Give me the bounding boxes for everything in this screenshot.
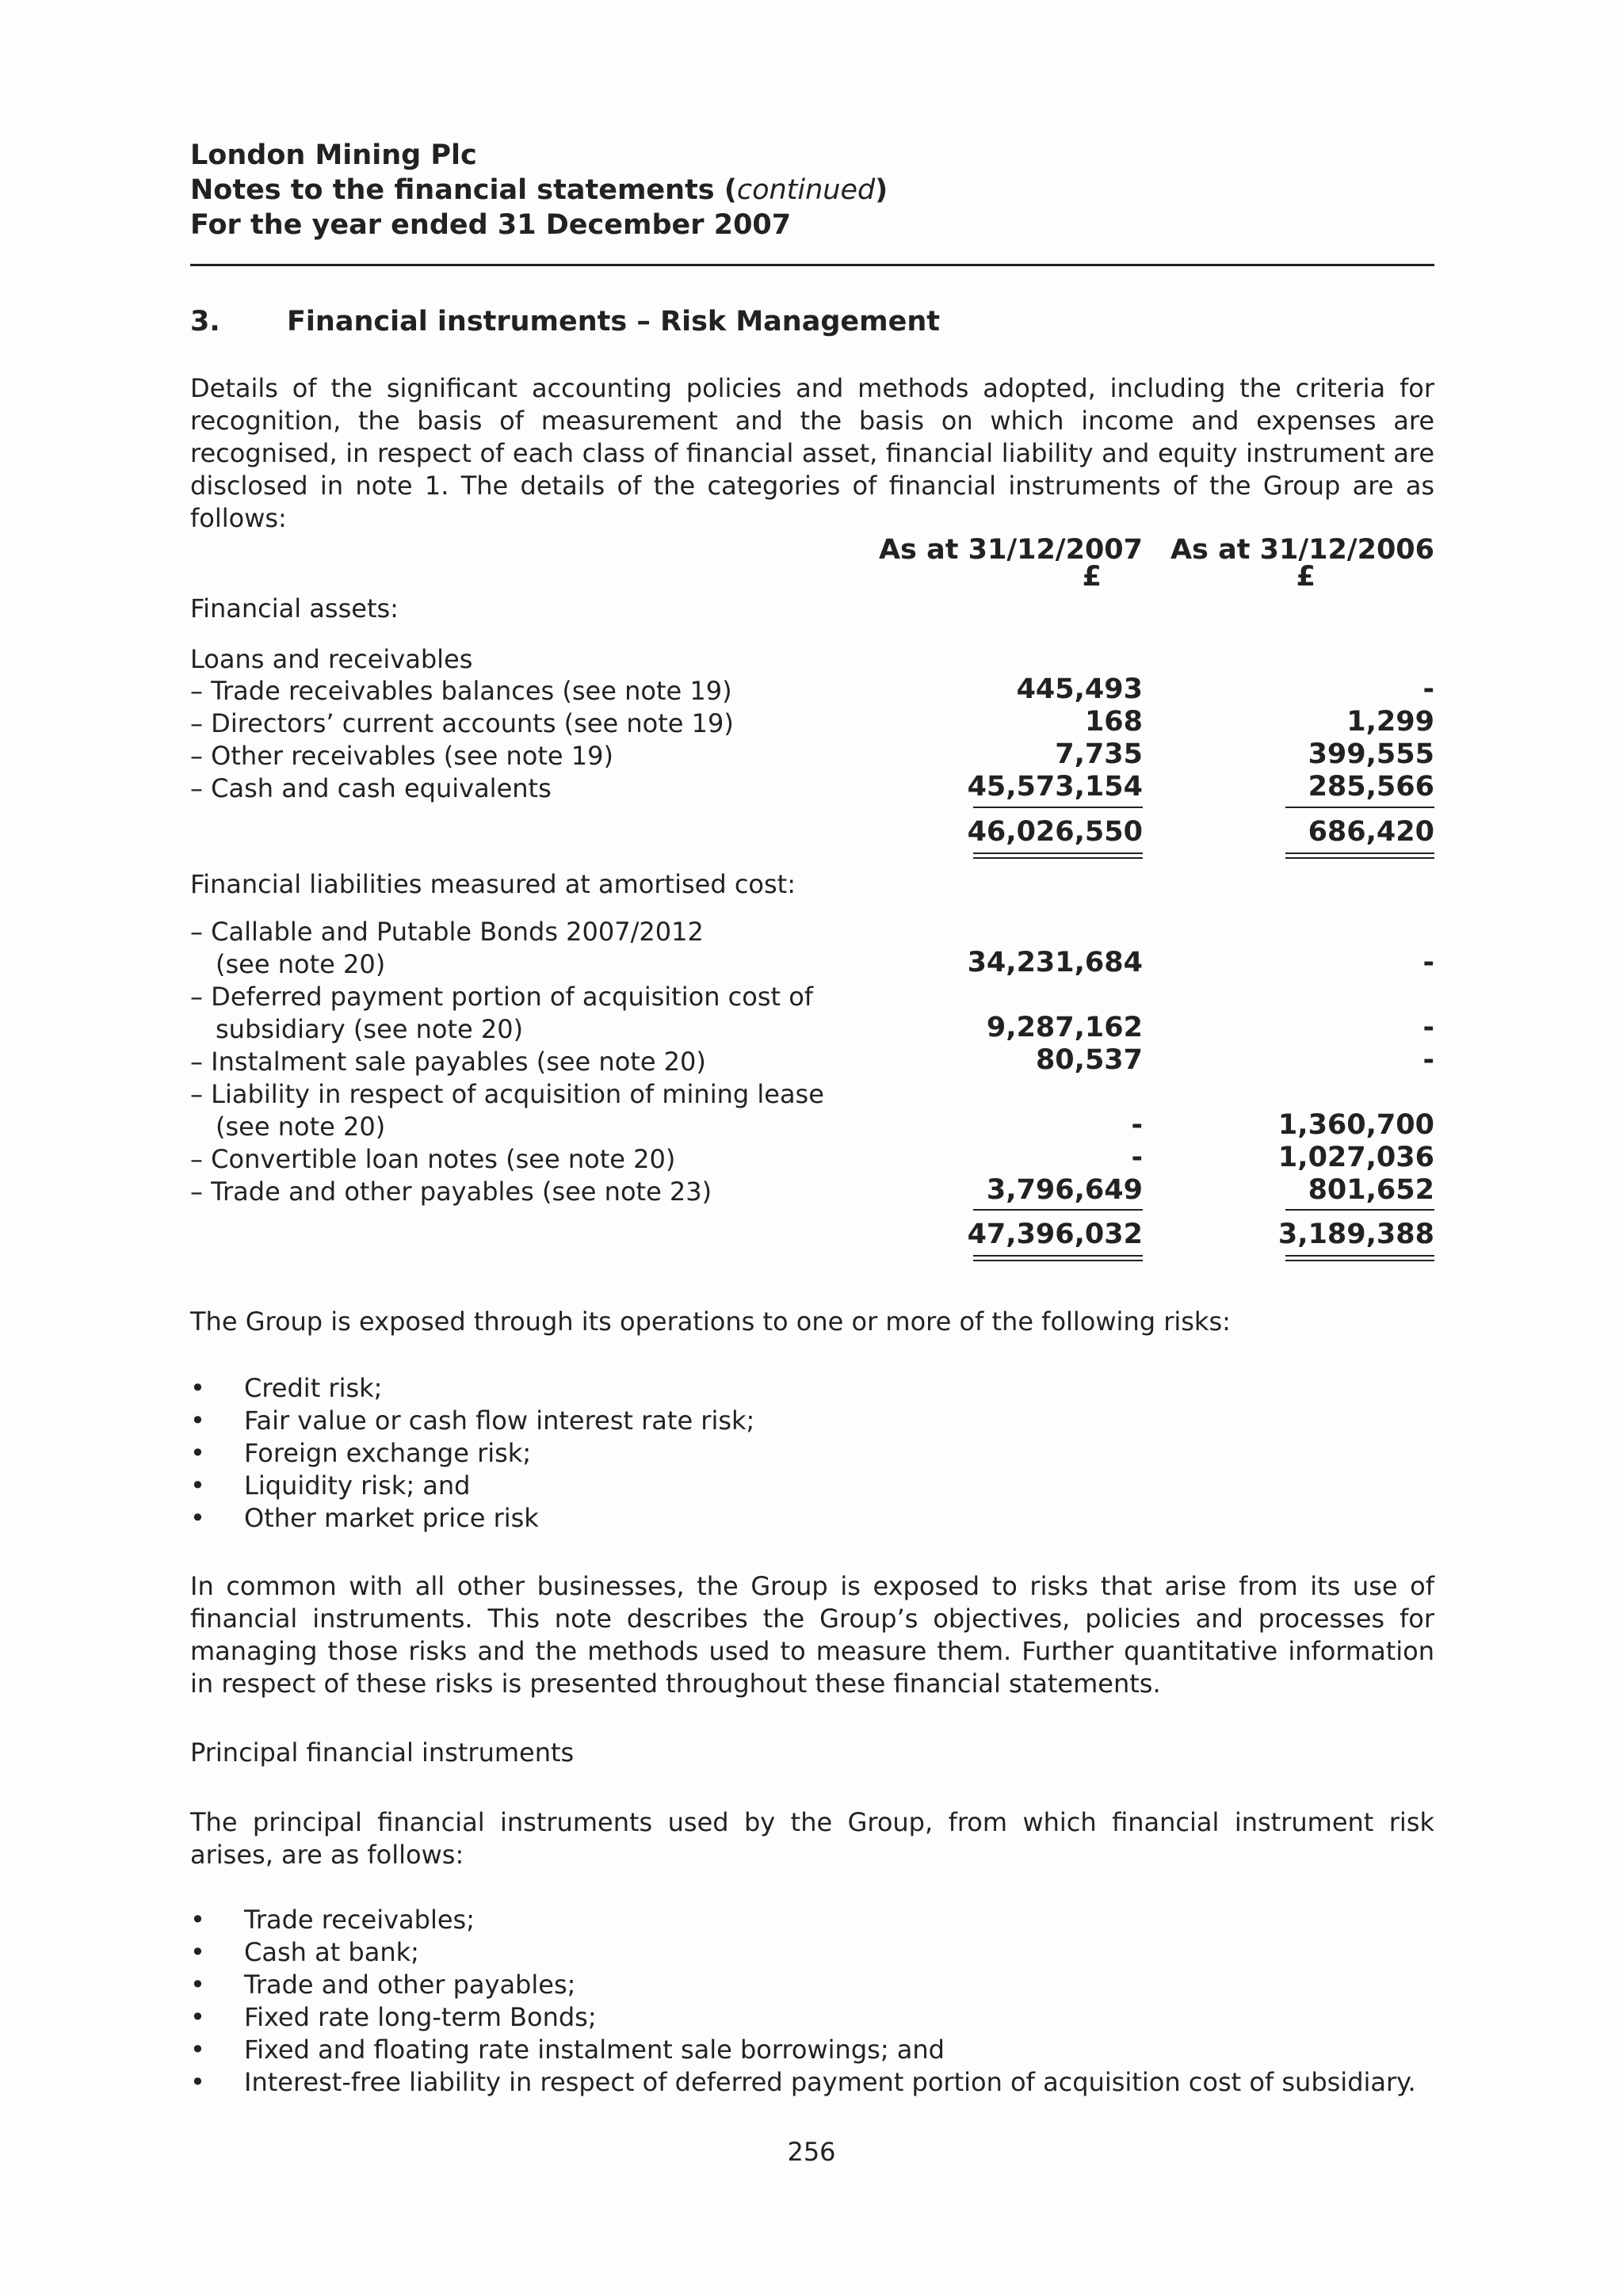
asset-value-2007: 168 [1084, 706, 1143, 738]
liability-row-label-cont: (see note 20) [216, 1112, 386, 1142]
bullet: • [190, 1937, 205, 1967]
financial-assets-heading: Financial assets: [190, 593, 399, 624]
bullet: • [190, 1503, 205, 1533]
total-double-underline [1285, 857, 1434, 859]
asset-row-label: – Other receivables (see note 19) [190, 741, 613, 771]
liability-row-label: – Liability in respect of acquisition of mining lease [190, 1079, 824, 1109]
liability-value-2006: 1,360,700 [1277, 1109, 1434, 1141]
principal-instruments-paragraph: The principal financial instruments used by the Group, from which financial instrument risk arises, are as follows: [190, 1807, 1434, 1870]
instrument-item: Interest-free liability in respect of deferred payment portion of acquisition cost of subsidiary. [244, 2067, 1416, 2097]
company-name: London Mining Plc [190, 139, 477, 171]
column-header-2007: As at 31/12/2007 [878, 534, 1143, 566]
bullet: • [190, 1470, 205, 1501]
liability-row-label: – Instalment sale payables (see note 20) [190, 1047, 706, 1077]
subtotal-underline [1285, 1209, 1434, 1211]
liability-row-label: – Callable and Putable Bonds 2007/2012 [190, 917, 704, 947]
liability-value-2007: 34,231,684 [967, 947, 1143, 978]
asset-row-label: – Trade receivables balances (see note 19) [190, 676, 732, 706]
instrument-item: Cash at bank; [244, 1937, 419, 1967]
liability-row-label: – Convertible loan notes (see note 20) [190, 1144, 676, 1174]
bullet: • [190, 1905, 205, 1935]
asset-value-2006: 285,566 [1308, 771, 1434, 803]
total-double-underline [973, 857, 1143, 859]
instrument-item: Trade receivables; [244, 1905, 475, 1935]
liability-value-2007: - [1131, 1109, 1143, 1141]
total-double-underline [973, 1255, 1143, 1257]
risk-item: Liquidity risk; and [244, 1470, 471, 1501]
asset-row-label: – Directors’ current accounts (see note 19) [190, 708, 734, 738]
bullet: • [190, 2035, 205, 2065]
asset-value-2006: 1,299 [1346, 706, 1434, 738]
liability-value-2006: - [1423, 1012, 1434, 1043]
instrument-item: Fixed rate long-term Bonds; [244, 2002, 597, 2032]
liability-row-label: – Deferred payment portion of acquisition cost of [190, 982, 814, 1012]
subtotal-underline [973, 807, 1143, 808]
bullet: • [190, 1970, 205, 2000]
liabilities-total-2007: 47,396,032 [967, 1219, 1143, 1250]
liability-value-2007: 80,537 [1035, 1044, 1143, 1076]
liability-row-label-cont: (see note 20) [216, 949, 386, 979]
loans-receivables-subheading: Loans and receivables [190, 644, 473, 674]
total-double-underline [1285, 852, 1434, 854]
financial-liabilities-heading: Financial liabilities measured at amortised cost: [190, 869, 796, 899]
notes-title-close: ) [875, 174, 888, 206]
total-double-underline [973, 1260, 1143, 1261]
header-rule [190, 264, 1434, 266]
risk-item: Other market price risk [244, 1503, 539, 1533]
risk-item: Credit risk; [244, 1373, 383, 1403]
notes-title [190, 173, 888, 208]
total-double-underline [973, 852, 1143, 854]
bullet: • [190, 1438, 205, 1468]
risk-item: Foreign exchange risk; [244, 1438, 532, 1468]
principal-instruments-heading: Principal financial instruments [190, 1737, 575, 1768]
continued-label: continued [736, 174, 876, 206]
liabilities-total-2006: 3,189,388 [1277, 1219, 1434, 1250]
liability-row-label: – Trade and other payables (see note 23) [190, 1177, 712, 1207]
asset-value-2006: 399,555 [1308, 738, 1434, 770]
subtotal-underline [1285, 807, 1434, 808]
subtotal-underline [973, 1209, 1143, 1211]
column-header-2006: As at 31/12/2006 [1170, 534, 1434, 566]
intro-paragraph: Details of the significant accounting policies and methods adopted, including the criteria for recognition, the basis of measurement and the basis on which income and expenses are recognised, in respect of each class of financial asset, financial liability and equity instrument are disclosed in note 1. The details of the categories of financial instruments of the Group are as follows: [190, 373, 1434, 533]
asset-value-2006: - [1423, 673, 1434, 705]
total-double-underline [1285, 1260, 1434, 1261]
page-number: 256 [787, 2137, 836, 2167]
liability-value-2007: 3,796,649 [986, 1174, 1143, 1206]
risk-item: Fair value or cash flow interest rate risk; [244, 1405, 755, 1436]
instrument-item: Trade and other payables; [244, 1970, 576, 2000]
asset-value-2007: 445,493 [1016, 673, 1143, 705]
assets-total-2007: 46,026,550 [967, 816, 1143, 848]
year-heading: For the year ended 31 December 2007 [190, 209, 792, 241]
total-double-underline [1285, 1255, 1434, 1257]
liability-value-2007: - [1131, 1142, 1143, 1173]
bullet: • [190, 2002, 205, 2032]
instrument-item: Fixed and floating rate instalment sale borrowings; and [244, 2035, 945, 2065]
asset-value-2007: 45,573,154 [967, 771, 1143, 803]
liability-row-label-cont: subsidiary (see note 20) [216, 1014, 524, 1044]
liability-value-2006: 1,027,036 [1277, 1142, 1434, 1173]
asset-value-2007: 7,735 [1055, 738, 1143, 770]
asset-row-label: – Cash and cash equivalents [190, 773, 552, 803]
common-risks-paragraph: In common with all other businesses, the Group is exposed to risks that arise from its use of financial instruments. This note describes the Group’s objectives, policies and processes for managing those risks and the methods used to measure them. Further quantitative information in respect of these risks is presented throughout these financial statements. [190, 1571, 1434, 1699]
liability-value-2006: - [1423, 947, 1434, 978]
liability-value-2006: - [1423, 1044, 1434, 1076]
bullet: • [190, 1373, 205, 1403]
section-title: Financial instruments – Risk Management [287, 306, 940, 338]
currency-2007: £ [1082, 561, 1102, 593]
bullet: • [190, 1405, 205, 1436]
liability-value-2007: 9,287,162 [986, 1012, 1143, 1043]
assets-total-2006: 686,420 [1308, 816, 1434, 848]
bullet: • [190, 2067, 205, 2097]
notes-title-text: Notes to the financial statements ( [190, 174, 737, 206]
risks-intro: The Group is exposed through its operations to one or more of the following risks: [190, 1306, 1231, 1337]
currency-2006: £ [1296, 561, 1316, 593]
liability-value-2006: 801,652 [1308, 1174, 1434, 1206]
section-number: 3. [190, 306, 220, 338]
